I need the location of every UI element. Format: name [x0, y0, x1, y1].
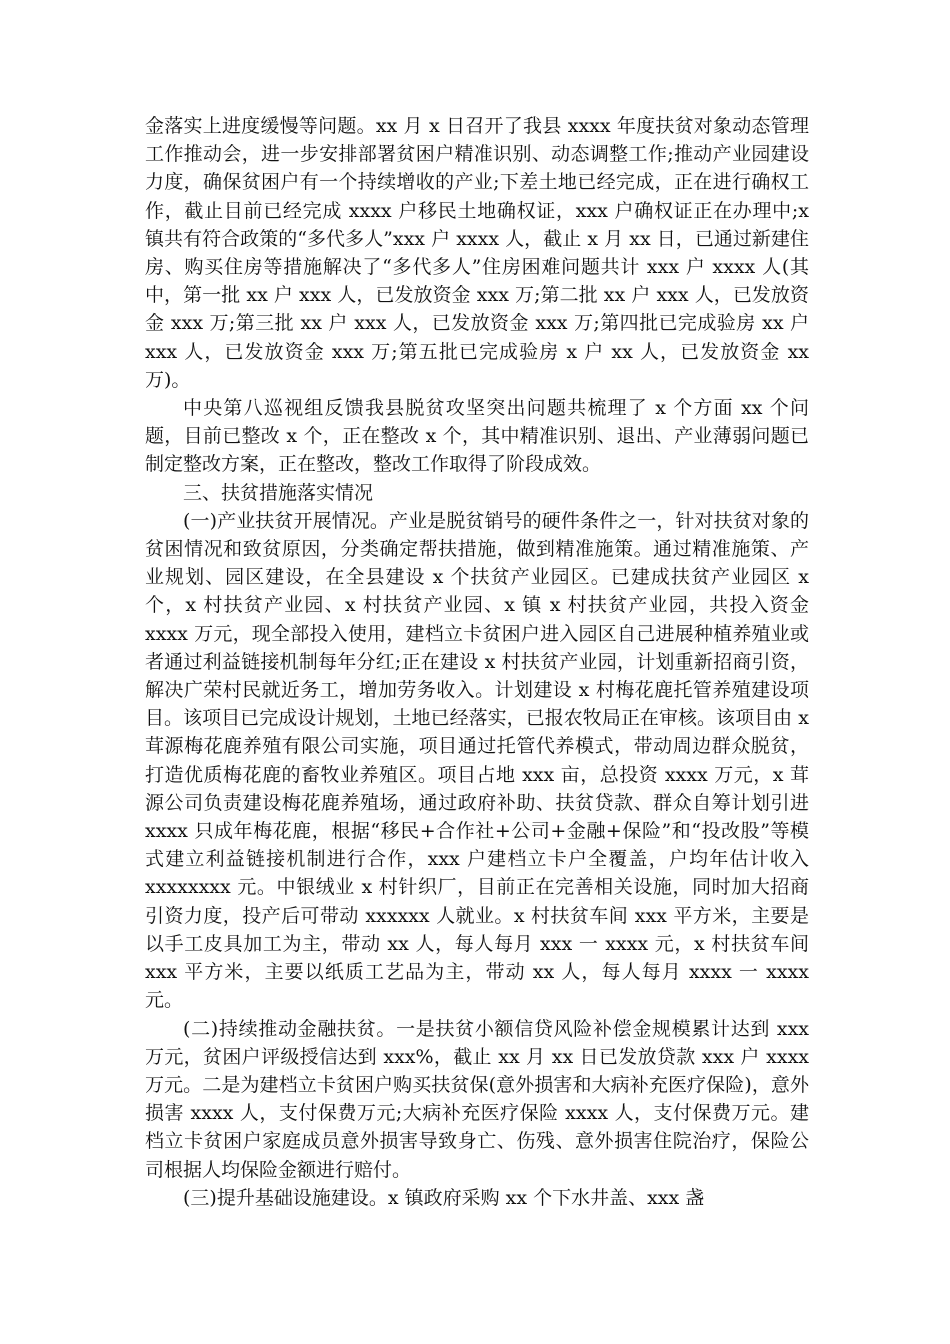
paragraph-industry-poverty-relief: (一)产业扶贫开展情况。产业是脱贫销号的硬件条件之一，针对扶贫对象的贫困情况和致贫原因，分类确定帮扶措施，做到精准施策。通过精准施策、产业规划、园区建设，在全县建设 x 个扶贫产业园区。已建成扶贫产业园区 x 个，x 村扶贫产业园、x 村扶贫产业园、x 镇 x 村扶贫产业园，共投入资金 xxxx 万元，现全部投入使用，建档立卡贫困户进入园区自己进展种植养殖业或者通过利益链接机制每年分红;正在建设 x 村扶贫产业园，计划重新招商引资，解决广荣村民就近务工，增加劳务收入。计划建设 x 村梅花鹿托管养殖建设项目。该项目已完成设计规划，土地已经落实，已报农牧局正在审核。该项目由 x 茸源梅花鹿养殖有限公司实施，项目通过托管代养模式，带动周边群众脱贫，打造优质梅花鹿的畜牧业养殖区。项目占地 xxx 亩，总投资 xxxx 万元，x 茸源公司负责建设梅花鹿养殖场，通过政府补助、扶贫贷款、群众自筹计划引进 xxxx 只成年梅花鹿，根据“移民+合作社+公司+金融+保险”和“投改股”等模式建立利益链接机制进行合作，xxx 户建档立卡户全覆盖，户均年估计收入 xxxxxxxx 元。中银绒业 x 村针织厂，目前正在完善相关设施，同时加大招商引资力度，投产后可带动 xxxxxx 人就业。x 村扶贫车间 xxx 平方米，主要是以手工皮具加工为主，带动 xx 人，每人每月 xxx 一 xxxx 元，x 村扶贫车间 xxx 平方米，主要以纸质工艺品为主，带动 xx 人，每人每月 xxxx 一 xxxx 元。: [145, 509, 809, 1012]
paragraph-financial-poverty-relief: (二)持续推动金融扶贫。一是扶贫小额信贷风险补偿金规模累计达到 xxx 万元，贫困户评级授信达到 xxx%，截止 xx 月 xx 日已发放贷款 xxx 户 xxxx 万元。二是为建档立卡贫困户购买扶贫保(意外损害和大病补充医疗保险)，意外损害 xxxx 人，支付保费万元;大病补充医疗保险 xxxx 人，支付保费万元。建档立卡贫困户家庭成员意外损害导致身亡、伤残、意外损害住院治疗，保险公司根据人均保险金额进行赔付。: [145, 1017, 809, 1181]
paragraph-inspection-feedback: 中央第八巡视组反馈我县脱贫攻坚突出问题共梳理了 x 个方面 xx 个问题，目前已整改 x 个，正在整改 x 个，其中精准识别、退出、产业薄弱问题已制定整改方案，正在整改，整改工作取得了阶段成效。: [145, 397, 809, 476]
document-body: [145, 112, 809, 1212]
paragraph-continuation: 金落实上进度缓慢等问题。xx 月 x 日召开了我县 xxxx 年度扶贫对象动态管理工作推动会，进一步安排部署贫困户精准识别、动态调整工作;推动产业园建设力度，确保贫困户有一个持续增收的产业;下差土地已经完成，正在进行确权工作，截止目前已经完成 xxxx 户移民土地确权证，xxx 户确权证正在办理中;x 镇共有符合政策的“多代多人”xxx 户 xxxx 人，截止 x 月 xx 日，已通过新建住房、购买住房等措施解决了“多代多人”住房困难问题共计 xxx 户 xxxx 人(其中，第一批 xx 户 xxx 人，已发放资金 xxx 万;第二批 xx 户 xxx 人，已发放资金 xxx 万;第三批 xx 户 xxx 人，已发放资金 xxx 万;第四批已完成验房 xx 户 xxx 人，已发放资金 xxx 万;第五批已完成验房 x 户 xx 人，已发放资金 xx 万)。: [145, 115, 809, 391]
section-heading-measures: 三、扶贫措施落实情况: [183, 481, 374, 504]
paragraph-infrastructure: (三)提升基础设施建设。x 镇政府采购 xx 个下水井盖、xxx 盏: [183, 1186, 705, 1209]
